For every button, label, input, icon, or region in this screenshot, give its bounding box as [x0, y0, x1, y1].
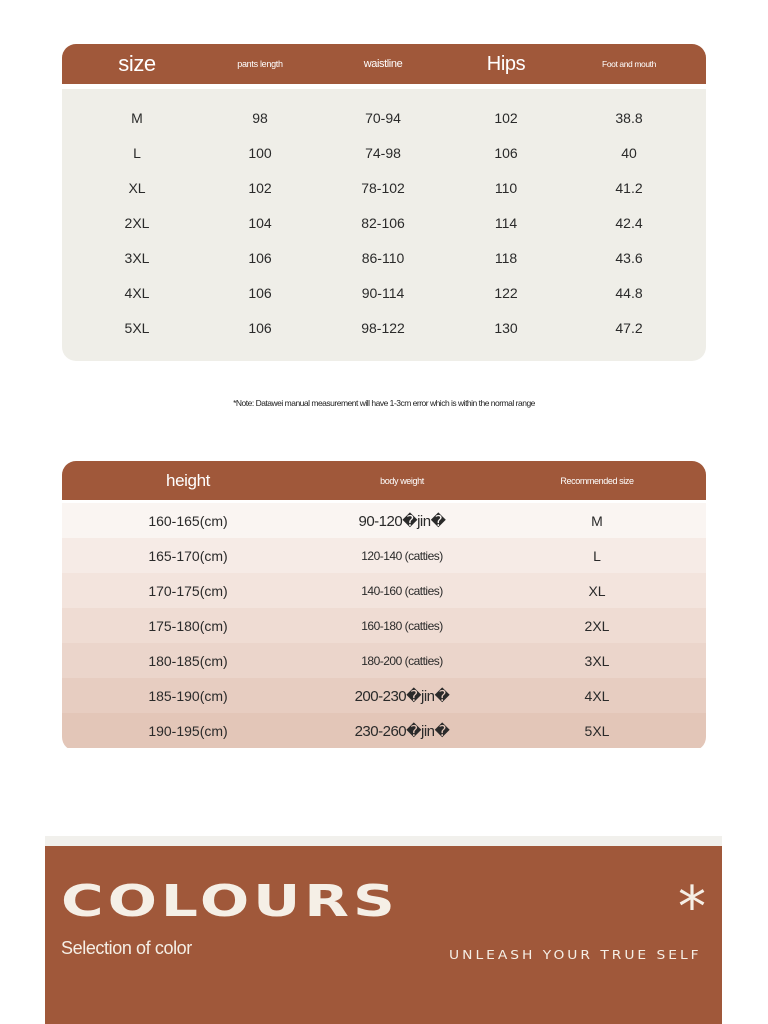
table-cell: 190-195(cm)	[148, 722, 228, 739]
table-row	[62, 608, 706, 643]
table-cell: 106	[248, 284, 272, 301]
table-cell: 185-190(cm)	[148, 687, 228, 704]
table-cell: 200-230�jin�	[354, 687, 450, 705]
table-cell: 180-200 (catties)	[361, 653, 443, 668]
table-cell: XL	[128, 179, 146, 196]
banner-top-strip	[45, 836, 722, 846]
table-cell: M	[131, 109, 143, 126]
asterisk-icon: *	[678, 875, 706, 940]
table-cell: 98	[252, 109, 268, 126]
table-row	[62, 643, 706, 678]
table-cell: 170-175(cm)	[148, 582, 228, 599]
measurement-note: *Note: Datawei manual measurement will have 1-3cm error which is within the normal range	[233, 398, 535, 408]
table-cell: 106	[248, 249, 272, 266]
height-table-body	[62, 503, 706, 748]
table-cell: XL	[588, 582, 606, 599]
table-cell: 38.8	[615, 109, 643, 126]
table-cell: 122	[494, 284, 518, 301]
table-row	[62, 503, 706, 538]
table-cell: L	[593, 547, 601, 564]
table-cell: 140-160 (catties)	[361, 583, 443, 598]
table-cell: 40	[621, 144, 637, 161]
table-cell: 4XL	[584, 687, 610, 704]
table-row	[62, 573, 706, 608]
table-row	[62, 205, 706, 240]
header-hips: Hips	[486, 52, 526, 75]
table-cell: 180-185(cm)	[148, 652, 228, 669]
table-cell: 106	[494, 144, 518, 161]
table-cell: 102	[248, 179, 272, 196]
table-row	[62, 538, 706, 573]
header-pants-length: pants length	[237, 59, 283, 69]
header-recommended-size: Recommended size	[560, 475, 634, 486]
table-cell: 2XL	[124, 214, 150, 231]
table-cell: 175-180(cm)	[148, 617, 228, 634]
table-cell: 118	[494, 249, 518, 266]
table-cell: 102	[494, 109, 518, 126]
header-body-weight: body weight	[380, 475, 424, 486]
table-cell: 82-106	[361, 214, 405, 231]
table-row	[62, 170, 706, 205]
table-cell: 86-110	[361, 249, 405, 266]
table-cell: 5XL	[584, 722, 610, 739]
table-row	[62, 310, 706, 345]
table-cell: 41.2	[615, 179, 643, 196]
table-row	[62, 678, 706, 713]
table-cell: 42.4	[615, 214, 643, 231]
table-row	[62, 240, 706, 275]
header-size: size	[118, 51, 156, 76]
table-cell: 160-180 (catties)	[361, 618, 443, 633]
table-row	[62, 275, 706, 310]
table-cell: 104	[248, 214, 272, 231]
table-cell: 74-98	[365, 144, 401, 161]
size-chart-body	[62, 100, 706, 345]
table-cell: 3XL	[124, 249, 150, 266]
table-cell: 78-102	[361, 179, 405, 196]
table-cell: 70-94	[365, 109, 401, 126]
table-cell: 120-140 (catties)	[361, 548, 443, 563]
header-divider	[62, 84, 706, 89]
table-cell: 106	[248, 319, 272, 336]
table-cell: M	[591, 512, 603, 529]
header-height: height	[166, 470, 210, 490]
header-waistline: waistline	[363, 58, 403, 70]
table-cell: 47.2	[615, 319, 643, 336]
banner-tagline: UNLEASH YOUR TRUE SELF	[449, 948, 702, 962]
size-chart-header	[62, 44, 706, 84]
table-cell: 90-114	[361, 284, 405, 301]
table-cell: 110	[494, 179, 518, 196]
table-row	[62, 713, 706, 748]
height-table-header	[62, 461, 706, 500]
table-cell: 114	[494, 214, 518, 231]
table-cell: 2XL	[584, 617, 610, 634]
table-cell: L	[133, 144, 141, 161]
table-row	[62, 100, 706, 135]
height-weight-table	[62, 461, 706, 751]
colours-banner	[45, 846, 722, 1024]
header-foot-and-mouth: Foot and mouth	[602, 58, 656, 69]
table-cell: 230-260�jin�	[354, 722, 450, 740]
table-cell: 130	[494, 319, 518, 336]
table-cell: 44.8	[615, 284, 643, 301]
table-row	[62, 135, 706, 170]
table-cell: 43.6	[615, 249, 643, 266]
table-cell: 98-122	[361, 319, 405, 336]
table-cell: 3XL	[584, 652, 610, 669]
banner-subtitle: Selection of color	[61, 938, 192, 958]
table-cell: 165-170(cm)	[148, 547, 228, 564]
size-chart-table	[62, 44, 706, 361]
table-cell: 4XL	[124, 284, 150, 301]
banner-title: COLOURS	[61, 876, 399, 927]
table-cell: 100	[248, 144, 272, 161]
table-cell: 5XL	[124, 319, 150, 336]
table-cell: 160-165(cm)	[148, 512, 228, 529]
table-cell: 90-120�jin�	[358, 512, 446, 530]
